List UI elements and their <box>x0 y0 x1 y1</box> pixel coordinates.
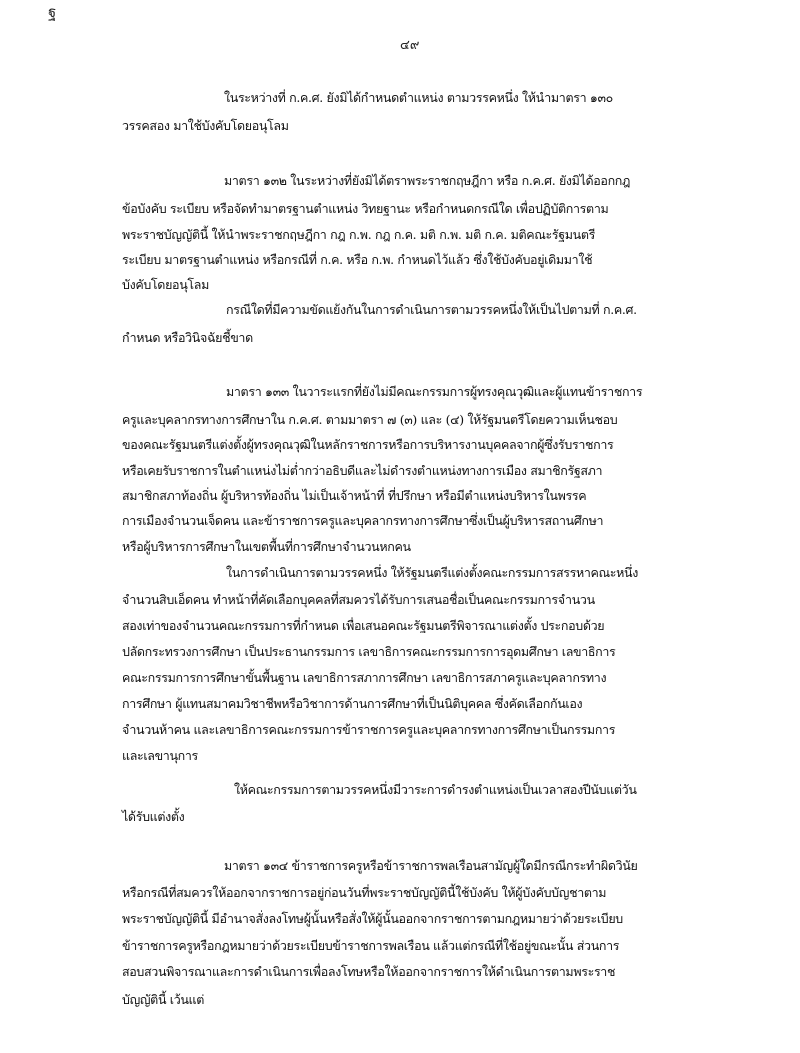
text-line: วรรคสอง มาใช้บังคับโดยอนุโลม <box>122 118 289 133</box>
text-line: ของคณะรัฐมนตรีแต่งตั้งผู้ทรงคุณวุฒิในหลักราชการหรือการบริหารงานบุคคลจากผู้ซึ่งรับราชการ <box>122 437 614 452</box>
text-line: ระเบียบ มาตรฐานตำแหน่ง หรือกรณีที่ ก.ค. หรือ ก.พ. กำหนดไว้แล้ว ซึ่งใช้บังคับอยู่เดิมมาใช้ <box>122 252 593 267</box>
text-line: จำนวนห้าคน และเลขาธิการคณะกรรมการข้าราชการครูและบุคลากรทางการศึกษาเป็นกรรมการ <box>122 722 616 737</box>
text-line: มาตรา ๑๓๒ ในระหว่างที่ยังมิได้ตราพระราชกฤษฎีกา หรือ ก.ค.ศ. ยังมิได้ออกกฎ <box>224 173 631 188</box>
text-line: บังคับโดยอนุโลม <box>122 277 209 292</box>
scan-mark: ฐ <box>48 3 57 21</box>
text-line: ข้อบังคับ ระเบียบ หรือจัดทำมาตรฐานตำแหน่ง วิทยฐานะ หรือกำหนดกรณีใด เพื่อปฏิบัติการตาม <box>122 201 609 216</box>
text-line: หรือเคยรับราชการในตำแหน่งไม่ต่ำกว่าอธิบดีและไม่ดำรงตำแหน่งทางการเมือง สมาชิกรัฐสภา <box>122 463 603 478</box>
text-line: บัญญัตินี้ เว้นแต่ <box>122 992 205 1007</box>
text-line: สองเท่าของจำนวนคณะกรรมการที่กำหนด เพื่อเสนอคณะรัฐมนตรีพิจารณาแต่งตั้ง ประกอบด้วย <box>122 618 605 633</box>
text-line: สอบสวนพิจารณาและการดำเนินการเพื่อลงโทษหรือให้ออกจากราชการให้ดำเนินการตามพระราช <box>122 964 616 979</box>
text-line: และเลขานุการ <box>122 748 198 763</box>
text-line: ให้คณะกรรมการตามวรรคหนึ่งมีวาระการดำรงตำแหน่งเป็นเวลาสองปีนับแต่วัน <box>234 782 637 797</box>
page-number: ๔๙ <box>400 38 420 53</box>
text-line: พระราชบัญญัตินี้ มีอำนาจสั่งลงโทษผู้นั้นหรือสั่งให้ผู้นั้นออกจากราชการตามกฎหมายว่าด้วยระเบียบ <box>122 911 623 926</box>
text-line: มาตรา ๑๓๔ ข้าราชการครูหรือข้าราชการพลเรือนสามัญผู้ใดมีกรณีกระทำผิดวินัย <box>224 858 638 873</box>
text-line: จำนวนสิบเอ็ดคน ทำหน้าที่คัดเลือกบุคคลที่สมควรได้รับการเสนอชื่อเป็นคณะกรรมการจำนวน <box>122 592 595 607</box>
text-line: กรณีใดที่มีความขัดแย้งกันในการดำเนินการตามวรรคหนึ่งให้เป็นไปตามที่ ก.ค.ศ. <box>226 302 637 317</box>
text-line: คณะกรรมการการศึกษาขั้นพื้นฐาน เลขาธิการสภาการศึกษา เลขาธิการสภาครูและบุคลากรทาง <box>122 670 607 685</box>
text-line: ครูและบุคลากรทางการศึกษาใน ก.ค.ศ. ตามมาตรา ๗ (๓) และ (๔) ให้รัฐมนตรีโดยความเห็นชอบ <box>122 412 618 427</box>
text-line: การเมืองจำนวนเจ็ดคน และข้าราชการครูและบุคลากรทางการศึกษาซึ่งเป็นผู้บริหารสถานศึกษา <box>122 513 604 528</box>
text-line: หรือกรณีที่สมควรให้ออกจากราชการอยู่ก่อนวันที่พระราชบัญญัตินี้ใช้บังคับ ให้ผู้บังคับบัญชาตาม <box>122 885 607 900</box>
text-line: มาตรา ๑๓๓ ในวาระแรกที่ยังไม่มีคณะกรรมการผู้ทรงคุณวุฒิและผู้แทนข้าราชการ <box>226 384 643 399</box>
text-line: กำหนด หรือวินิจฉัยชี้ขาด <box>122 330 253 345</box>
text-line: ปลัดกระทรวงการศึกษา เป็นประธานกรรมการ เลขาธิการคณะกรรมการการอุดมศึกษา เลขาธิการ <box>122 644 616 659</box>
text-line: ในการดำเนินการตามวรรคหนึ่ง ให้รัฐมนตรีแต่งตั้งคณะกรรมการสรรหาคณะหนึ่ง <box>226 565 639 580</box>
text-line: หรือผู้บริหารการศึกษาในเขตพื้นที่การศึกษาจำนวนหกคน <box>122 539 411 554</box>
text-line: ได้รับแต่งตั้ง <box>122 809 185 824</box>
text-line: สมาชิกสภาท้องถิ่น ผู้บริหารท้องถิ่น ไม่เป็นเจ้าหน้าที่ ที่ปรึกษา หรือมีตำแหน่งบริหารในพรรค <box>122 488 587 503</box>
text-line: การศึกษา ผู้แทนสมาคมวิชาชีพหรือวิชาการด้านการศึกษาที่เป็นนิติบุคคล ซึ่งคัดเลือกกันเอง <box>122 696 583 711</box>
text-line: ในระหว่างที่ ก.ค.ศ. ยังมิได้กำหนดตำแหน่ง ตามวรรคหนึ่ง ให้นำมาตรา ๑๓๐ <box>224 90 613 105</box>
text-line: พระราชบัญญัตินี้ ให้นำพระราชกฤษฎีกา กฎ ก.พ. กฎ ก.ค. มติ ก.พ. มติ ก.ค. มติคณะรัฐมนตรี <box>122 227 595 242</box>
text-line: ข้าราชการครูหรือกฎหมายว่าด้วยระเบียบข้าราชการพลเรือน แล้วแต่กรณีที่ใช้อยู่ขณะนั้น ส่วนการ <box>122 938 620 953</box>
